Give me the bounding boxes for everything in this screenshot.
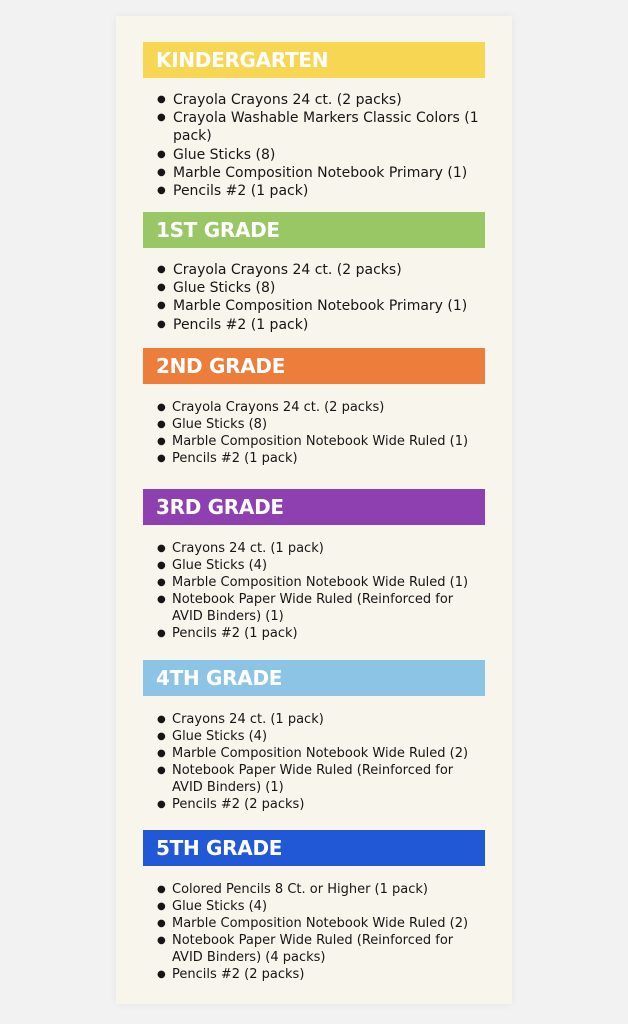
list-item bbox=[157, 316, 479, 334]
item-text: Marble Composition Notebook Primary (1) bbox=[173, 164, 468, 181]
item-text: Pencils #2 (1 pack) bbox=[173, 183, 309, 200]
bullet-icon: ● bbox=[157, 594, 166, 605]
grade-banner: 3RD GRADE bbox=[143, 489, 485, 525]
section-1st-grade bbox=[143, 212, 485, 334]
item-text: Glue Sticks (4) bbox=[172, 558, 268, 573]
list-item bbox=[157, 540, 477, 557]
bullet-icon: ● bbox=[157, 166, 166, 178]
item-text: Crayola Crayons 24 ct. (2 packs) bbox=[172, 400, 385, 415]
bullet-icon: ● bbox=[157, 148, 166, 160]
item-text: Pencils #2 (1 pack) bbox=[173, 316, 309, 333]
list-item bbox=[157, 261, 479, 279]
item-text: Marble Composition Notebook Wide Ruled (2) bbox=[172, 916, 469, 931]
bullet-icon: ● bbox=[157, 748, 166, 759]
grade-banner: KINDERGARTEN bbox=[143, 42, 485, 78]
list-item bbox=[157, 91, 479, 109]
bullet-icon: ● bbox=[157, 185, 166, 197]
bullet-icon: ● bbox=[157, 264, 166, 275]
item-text: Notebook Paper Wide Ruled (Reinforced for AVID Binders) (1) bbox=[172, 763, 454, 795]
bullet-icon: ● bbox=[157, 969, 166, 980]
item-text: Glue Sticks (4) bbox=[172, 729, 268, 744]
list-item bbox=[157, 297, 479, 315]
bullet-icon: ● bbox=[157, 731, 166, 742]
grade-banner: 4TH GRADE bbox=[143, 660, 485, 696]
list-item bbox=[157, 762, 477, 796]
item-text: Crayola Crayons 24 ct. (2 packs) bbox=[173, 92, 402, 108]
bullet-icon: ● bbox=[157, 94, 166, 105]
item-text: Notebook Paper Wide Ruled (Reinforced for AVID Binders) (1) bbox=[172, 592, 454, 624]
list-item bbox=[157, 433, 477, 450]
supply-list bbox=[157, 91, 479, 200]
item-text: Marble Composition Notebook Wide Ruled (2) bbox=[172, 746, 469, 761]
bullet-icon: ● bbox=[157, 765, 166, 776]
bullet-icon: ● bbox=[157, 543, 166, 554]
item-text: Notebook Paper Wide Ruled (Reinforced for AVID Binders) (4 packs) bbox=[172, 933, 454, 965]
list-item bbox=[157, 416, 477, 433]
bullet-icon: ● bbox=[157, 884, 166, 895]
list-item bbox=[157, 932, 477, 966]
list-item bbox=[157, 796, 477, 813]
item-text: Pencils #2 (2 packs) bbox=[172, 797, 305, 812]
item-text: Marble Composition Notebook Wide Ruled (1) bbox=[172, 434, 469, 449]
supply-list bbox=[157, 881, 477, 983]
list-item bbox=[157, 146, 479, 164]
section-2nd-grade bbox=[143, 348, 485, 467]
item-text: Pencils #2 (1 pack) bbox=[172, 626, 298, 641]
item-text: Pencils #2 (1 pack) bbox=[172, 451, 298, 466]
list-item bbox=[157, 728, 477, 745]
item-text: Glue Sticks (4) bbox=[172, 899, 268, 914]
grade-banner: 1ST GRADE bbox=[143, 212, 485, 248]
list-item bbox=[157, 557, 477, 574]
bullet-icon: ● bbox=[157, 918, 166, 929]
item-text: Crayola Crayons 24 ct. (2 packs) bbox=[173, 262, 402, 278]
bullet-icon: ● bbox=[157, 419, 166, 430]
section-5th-grade bbox=[143, 830, 485, 983]
item-text: Pencils #2 (2 packs) bbox=[172, 967, 305, 982]
grade-banner: 5TH GRADE bbox=[143, 830, 485, 866]
bullet-icon: ● bbox=[157, 628, 166, 639]
list-item bbox=[157, 898, 477, 915]
item-text: Crayola Washable Markers Classic Colors (1 pack) bbox=[173, 110, 479, 145]
bullet-icon: ● bbox=[157, 453, 166, 464]
section-kindergarten bbox=[143, 42, 485, 200]
item-text: Glue Sticks (8) bbox=[173, 280, 276, 297]
list-item bbox=[157, 915, 477, 932]
bullet-icon: ● bbox=[157, 300, 166, 312]
bullet-icon: ● bbox=[157, 282, 166, 294]
bullet-icon: ● bbox=[157, 935, 166, 946]
supply-list bbox=[157, 711, 477, 813]
item-text: Glue Sticks (8) bbox=[172, 417, 268, 432]
list-item bbox=[157, 109, 479, 145]
list-item bbox=[157, 745, 477, 762]
bullet-icon: ● bbox=[157, 799, 166, 810]
bullet-icon: ● bbox=[157, 901, 166, 912]
list-item bbox=[157, 450, 477, 467]
grade-banner: 2ND GRADE bbox=[143, 348, 485, 384]
list-item bbox=[157, 399, 477, 416]
item-text: Crayons 24 ct. (1 pack) bbox=[172, 712, 324, 727]
list-item bbox=[157, 164, 479, 182]
supply-list bbox=[157, 399, 477, 467]
list-item bbox=[157, 591, 477, 625]
item-text: Crayons 24 ct. (1 pack) bbox=[172, 541, 324, 556]
list-item bbox=[157, 881, 477, 898]
supply-list-sheet bbox=[116, 16, 512, 1004]
list-item bbox=[157, 625, 477, 642]
section-3rd-grade bbox=[143, 489, 485, 642]
list-item bbox=[157, 966, 477, 983]
bullet-icon: ● bbox=[157, 714, 166, 725]
item-text: Glue Sticks (8) bbox=[173, 146, 276, 163]
bullet-icon: ● bbox=[157, 112, 166, 124]
bullet-icon: ● bbox=[157, 436, 166, 447]
bullet-icon: ● bbox=[157, 577, 166, 588]
item-text: Marble Composition Notebook Primary (1) bbox=[173, 298, 468, 315]
bullet-icon: ● bbox=[157, 560, 166, 571]
supply-list bbox=[157, 261, 479, 334]
list-item bbox=[157, 279, 479, 297]
section-4th-grade bbox=[143, 660, 485, 813]
item-text: Marble Composition Notebook Wide Ruled (1) bbox=[172, 575, 469, 590]
list-item bbox=[157, 574, 477, 591]
list-item bbox=[157, 711, 477, 728]
supply-list bbox=[157, 540, 477, 642]
bullet-icon: ● bbox=[157, 318, 166, 330]
list-item bbox=[157, 182, 479, 200]
item-text: Colored Pencils 8 Ct. or Higher (1 pack) bbox=[172, 882, 428, 897]
bullet-icon: ● bbox=[157, 402, 166, 413]
